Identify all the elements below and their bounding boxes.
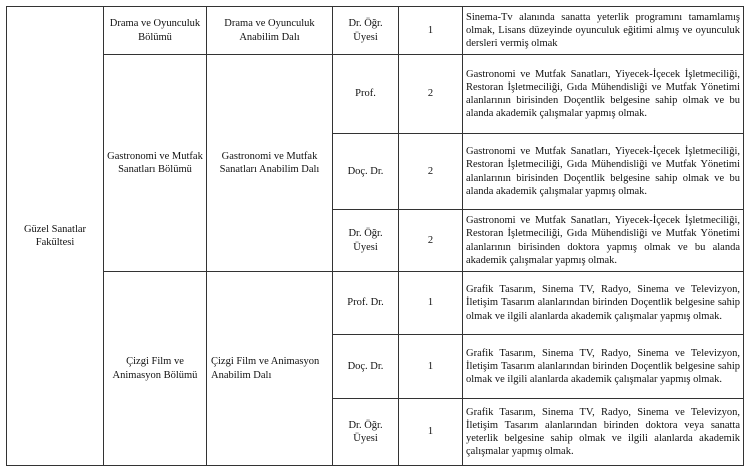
requirement-text: Grafik Tasarım, Sinema TV, Radyo, Sinema ve Televizyon, İletişim Tasarım alanlarından birinden Doçentlik belgesine sahip olmak ve ilgili alanlarda akademik çalışmalar yapmış olmak. [466,347,740,386]
count-cell [399,7,463,55]
academic-title: Doç. Dr. [347,360,384,372]
position-count: 2 [427,165,434,177]
unit-cell [207,55,333,272]
requirement-cell [463,134,744,210]
academic-title: Dr. Öğr. Üyesi [348,18,383,43]
requirement-text: Grafik Tasarım, Sinema TV, Radyo, Sinema ve Televizyon, İletişim Tasarım alanlarından birinden Doçentlik belgesine sahip olmak ve ilgili alanlarda akademik çalışmalar yapmış olmak. [466,284,740,322]
unit-cell [207,272,333,466]
department-cell [104,55,207,272]
academic-title: Doç. Dr. [347,165,384,177]
position-count: 1 [427,297,434,309]
count-cell [399,134,463,210]
table-row [7,55,744,134]
title-cell [333,210,399,272]
unit-name: Drama ve Oyunculuk Anabilim Dalı [224,18,315,43]
department-name: Gastronomi ve Mutfak Sanatları Bölümü [107,150,203,175]
academic-title: Prof. Dr. [347,297,384,309]
title-cell [333,134,399,210]
academic-title: Dr. Öğr. Üyesi [348,228,383,253]
count-cell [399,210,463,272]
department-cell [104,7,207,55]
position-count: 2 [427,234,434,246]
position-count: 1 [427,360,434,372]
title-cell [333,399,399,466]
table-row [7,272,744,335]
requirement-cell [463,399,744,466]
requirement-text: Sinema-Tv alanında sanatta yeterlik programını tamamlamış olmak, Lisans düzeyinde oyunculuk eğitimi almış ve oyunculuk dersleri vermiş olmak [466,11,740,50]
faculty-cell [7,7,104,466]
count-cell [399,399,463,466]
academic-title: Dr. Öğr. Üyesi [348,419,383,444]
requirement-cell [463,272,744,335]
department-name: Drama ve Oyunculuk Bölümü [109,18,201,43]
title-cell [333,55,399,134]
requirement-cell [463,335,744,399]
department-cell [104,272,207,466]
requirement-text: Gastronomi ve Mutfak Sanatları, Yiyecek-İçecek İşletmeciliği, Restoran İşletmeciliği, Gıda Mühendisliği ve Mutfak Yönetimi alanlarının birisinden doktora yapmış olmak ve bu alanda akademik çalışmalar yapmış olmak. [466,215,740,266]
position-count: 1 [427,426,434,438]
requirement-text: Gastronomi ve Mutfak Sanatları, Yiyecek-İçecek İşletmeciliği, Restoran İşletmeciliği, Gıda Mühendisliği ve Mutfak Yönetimi alanlarının birisinden Doçentlik belgesine sahip olmak ve bu alanda akademik çalışmalar yapmış olmak. [466,146,740,197]
title-cell [333,272,399,335]
requirement-text: Grafik Tasarım, Sinema TV, Radyo, Sinema ve Televizyon, İletişim Tasarım alanlarından birinden doktora veya sanatta yeterlik belgesine sahip olmak ve ilgili alanlarda akademik çalışmalar yapmış olmak. [466,406,740,458]
staff-requirements-table [6,6,744,466]
position-count: 1 [427,24,434,36]
title-cell [333,7,399,55]
department-name: Çizgi Film ve Animasyon Bölümü [112,356,198,381]
count-cell [399,335,463,399]
academic-title: Prof. [355,88,376,100]
unit-name: Gastronomi ve Mutfak Sanatları Anabilim Dalı [219,150,320,175]
position-count: 2 [427,88,434,100]
requirement-cell [463,210,744,272]
title-cell [333,335,399,399]
count-cell [399,272,463,335]
requirement-cell [463,7,744,55]
requirement-cell [463,55,744,134]
count-cell [399,55,463,134]
unit-name: Çizgi Film ve Animasyon Anabilim Dalı [211,356,320,381]
unit-cell [207,7,333,55]
table-row [7,7,744,55]
requirement-text: Gastronomi ve Mutfak Sanatları, Yiyecek-İçecek İşletmeciliği, Restoran İşletmeciliği, Gıda Mühendisliği ve Mutfak Yönetimi alanlarının birisinden Doçentlik belgesine sahip olmak ve bu alanda akademik çalışmalar yapmış olmak. [466,68,740,120]
faculty-name: Güzel Sanatlar Fakültesi [23,223,87,248]
